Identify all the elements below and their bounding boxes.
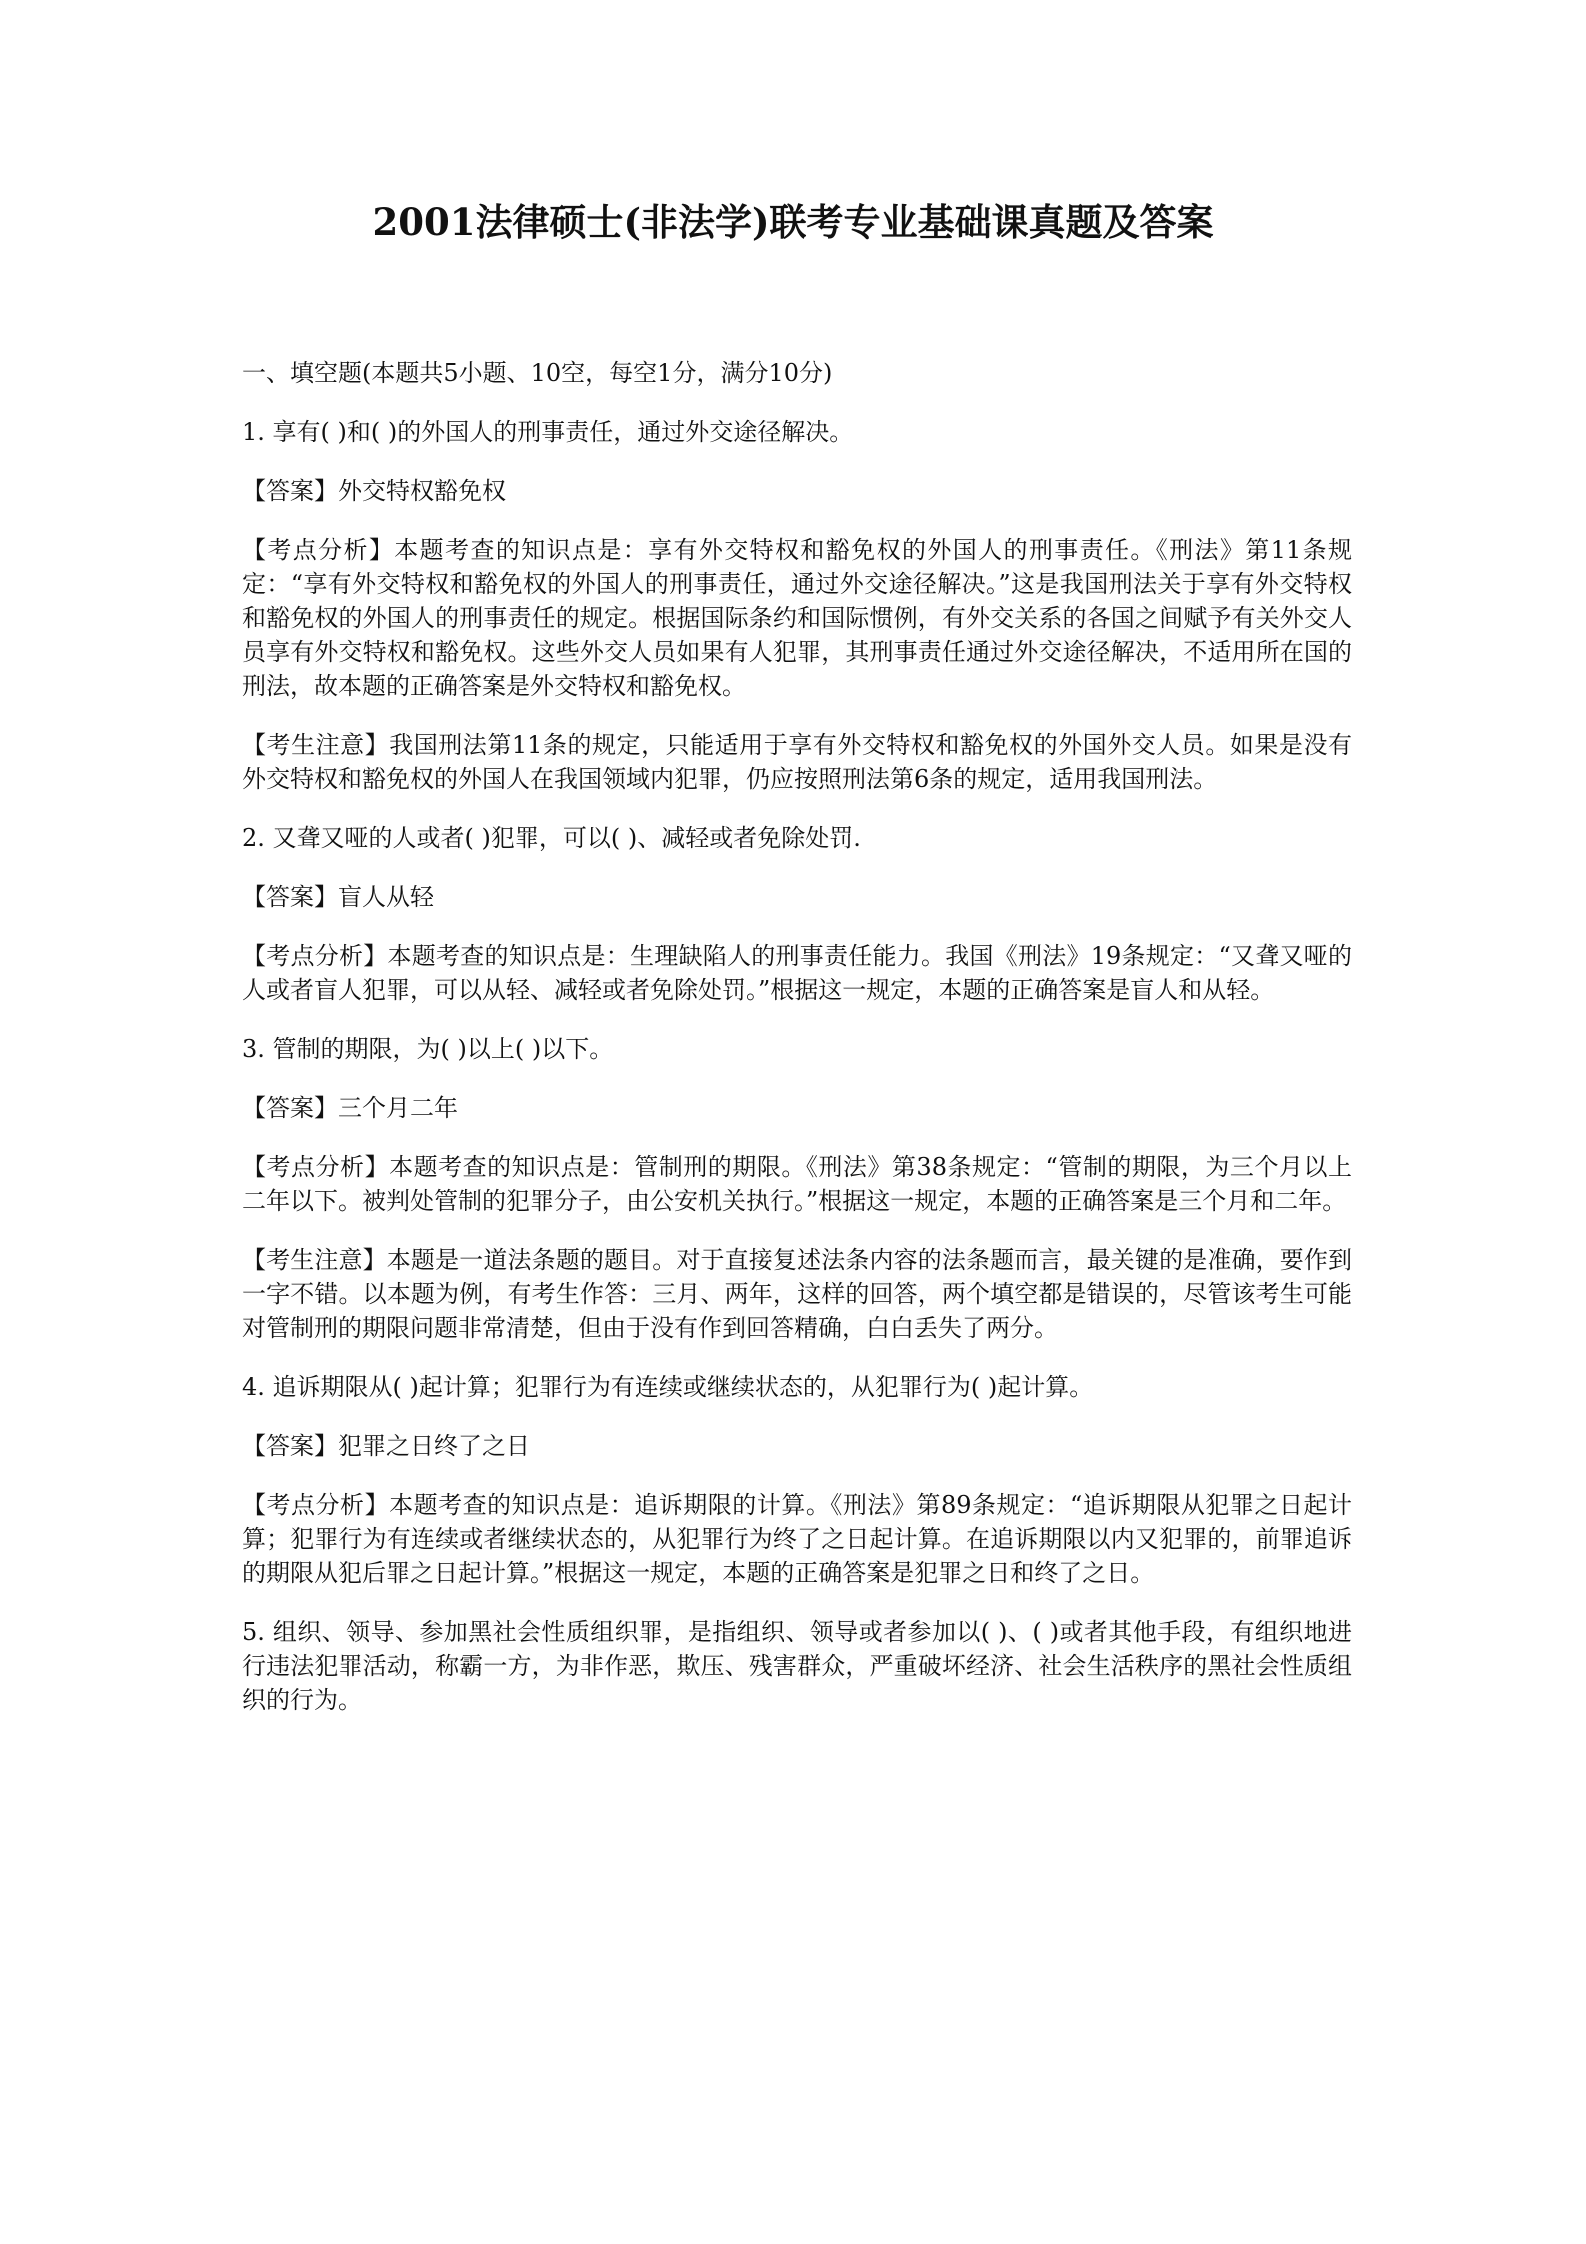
question-3-analysis: 【考点分析】本题考查的知识点是：管制刑的期限。《刑法》第38条规定：“管制的期限，为三个月以上二年以下。被判处管制的犯罪分子，由公安机关执行。”根据这一规定，本题的正确答案是三个月和二年。 [242, 1153, 1352, 1215]
section-heading: 一、填空题(本题共5小题、10空，每空1分，满分10分) [242, 359, 833, 387]
question-2-answer: 【答案】盲人从轻 [242, 883, 434, 911]
question-3-answer: 【答案】三个月二年 [242, 1094, 458, 1122]
question-5-text: 5. 组织、领导、参加黑社会性质组织罪，是指组织、领导或者参加以( )、( )或者其他手段，有组织地进行违法犯罪活动，称霸一方，为非作恶，欺压、残害群众，严重破坏经济、社会生活秩序的黑社会性质组织的行为。 [242, 1618, 1352, 1714]
question-4-analysis: 【考点分析】本题考查的知识点是：追诉期限的计算。《刑法》第89条规定：“追诉期限从犯罪之日起计算；犯罪行为有连续或者继续状态的，从犯罪行为终了之日起计算。在追诉期限以内又犯罪的，前罪追诉的期限从犯后罪之日起计算。”根据这一规定，本题的正确答案是犯罪之日和终了之日。 [242, 1491, 1352, 1587]
question-1-text: 1. 享有( )和( )的外国人的刑事责任，通过外交途径解决。 [242, 418, 854, 446]
question-1-analysis: 【考点分析】本题考查的知识点是：享有外交特权和豁免权的外国人的刑事责任。《刑法》第11条规定：“享有外交特权和豁免权的外国人的刑事责任，通过外交途径解决。”这是我国刑法关于享有外交特权和豁免权的外国人的刑事责任的规定。根据国际条约和国际惯例，有外交关系的各国之间赋予有关外交人员享有外交特权和豁免权。这些外交人员如果有人犯罪，其刑事责任通过外交途径解决，不适用所在国的刑法，故本题的正确答案是外交特权和豁免权。 [242, 536, 1352, 700]
question-1-answer: 【答案】外交特权豁免权 [242, 477, 506, 505]
document-title: 2001法律硕士(非法学)联考专业基础课真题及答案 [372, 200, 1214, 244]
question-3-note: 【考生注意】本题是一道法条题的题目。对于直接复述法条内容的法条题而言，最关键的是准确，要作到一字不错。以本题为例，有考生作答：三月、两年，这样的回答，两个填空都是错误的，尽管该考生可能对管制刑的期限问题非常清楚，但由于没有作到回答精确，白白丢失了两分。 [242, 1246, 1352, 1342]
question-4-answer: 【答案】犯罪之日终了之日 [242, 1432, 530, 1460]
question-4-text: 4. 追诉期限从( )起计算；犯罪行为有连续或继续状态的，从犯罪行为( )起计算。 [242, 1373, 1094, 1401]
question-2-analysis: 【考点分析】本题考查的知识点是：生理缺陷人的刑事责任能力。我国《刑法》19条规定：“又聋又哑的人或者盲人犯罪，可以从轻、减轻或者免除处罚。”根据这一规定，本题的正确答案是盲人和从轻。 [242, 942, 1352, 1004]
question-3-text: 3. 管制的期限，为( )以上( )以下。 [242, 1035, 614, 1063]
question-2-text: 2. 又聋又哑的人或者( )犯罪，可以( )、减轻或者免除处罚. [242, 824, 861, 852]
question-1-note: 【考生注意】我国刑法第11条的规定，只能适用于享有外交特权和豁免权的外国外交人员。如果是没有外交特权和豁免权的外国人在我国领域内犯罪，仍应按照刑法第6条的规定，适用我国刑法。 [242, 731, 1352, 793]
document-body [242, 356, 1352, 1742]
